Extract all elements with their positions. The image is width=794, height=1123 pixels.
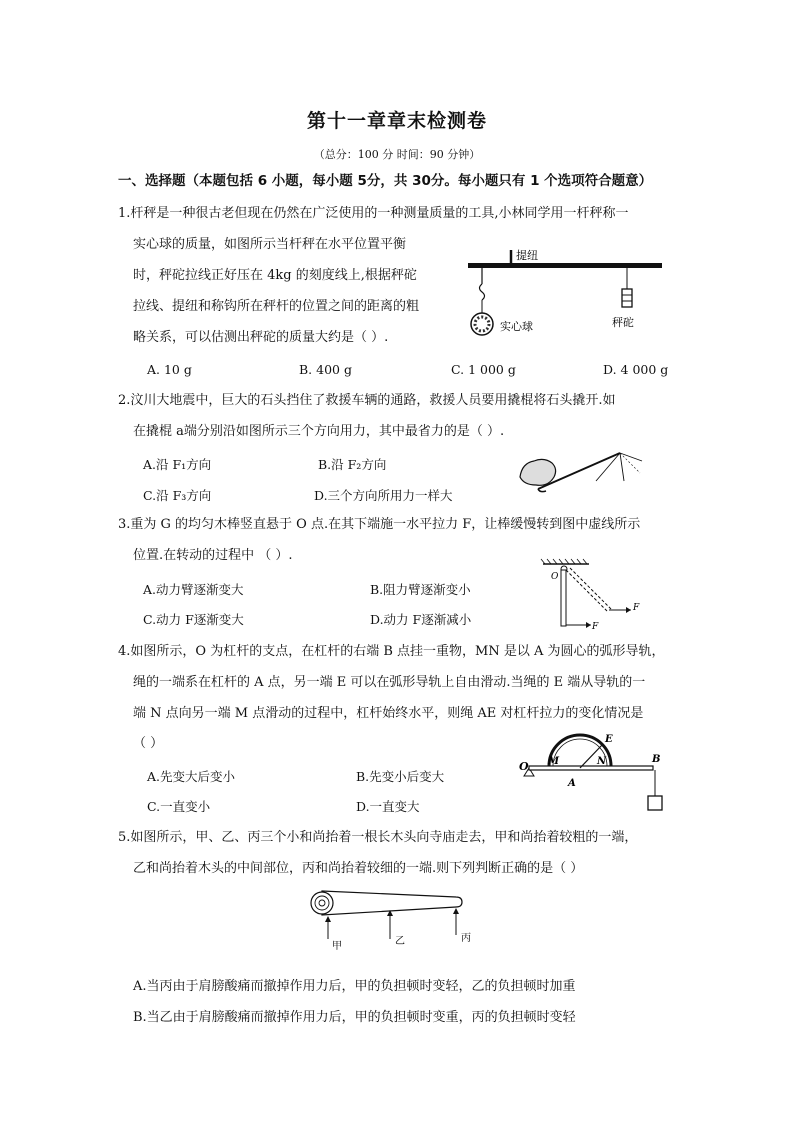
log-end-icon	[311, 892, 333, 914]
question-text-line: 实心球的质量，如图所示当杆秤在水平位置平衡	[133, 237, 407, 252]
option-b: B.沿 F₂方向	[318, 457, 387, 472]
question-text-line: 2.汶川大地震中，巨大的石头挡住了救援车辆的通路，救援人员要用撬棍将石头撬开.如	[118, 393, 616, 408]
option-a: A. 10 g	[147, 362, 192, 377]
rod-icon	[561, 570, 566, 626]
steelyard-beam	[468, 263, 662, 268]
question-text-line: 时，秤砣拉线正好压在 4kg 的刻度线上,根据秤砣	[133, 268, 417, 283]
lever-arc-figure	[517, 728, 669, 818]
arrowhead-icon	[325, 916, 331, 922]
log-figure	[306, 889, 471, 952]
ball-label: 实心球	[500, 320, 533, 333]
option-b: B.当乙由于肩膀酸痛而撤掉作用力后，甲的负担顿时变重，丙的负担顿时变轻	[133, 1010, 576, 1025]
option-b: B.先变小后变大	[356, 769, 445, 784]
arrowhead-icon	[586, 622, 591, 628]
option-d: D.三个方向所用力一样大	[314, 488, 453, 503]
option-c: C.沿 F₃方向	[143, 488, 212, 503]
point-a-label: A	[568, 778, 576, 789]
handle-label: 提纽	[516, 249, 538, 262]
force-f3-arrow	[620, 453, 642, 461]
log-body	[322, 891, 462, 915]
arrowhead-icon	[453, 908, 459, 914]
point-b-label: B	[652, 754, 661, 765]
question-text-line: 位置.在转动的过程中 （ ）.	[133, 548, 293, 563]
option-b: B. 400 g	[299, 362, 352, 377]
steelyard-figure	[462, 244, 668, 344]
pivot-label: O	[551, 572, 559, 582]
option-d: D. 4 000 g	[603, 362, 669, 377]
question-text-line: 在撬棍 a端分别沿如图所示三个方向用力，其中最省力的是（ ）.	[133, 424, 505, 439]
question-text-line: 4.如图所示，O 为杠杆的支点，在杠杆的右端 B 点挂一重物，MN 是以 A 为圆心的弧形导轨，	[118, 644, 665, 659]
option-a: A.先变大后变小	[147, 769, 236, 784]
option-a: A.当丙由于肩膀酸痛而撤掉作用力后，甲的负担顿时变轻，乙的负担顿时加重	[133, 979, 576, 994]
force-f2-arrow	[620, 453, 624, 481]
option-a: A.动力臂逐渐变大	[143, 582, 244, 597]
rotated-rod-outline	[570, 568, 611, 609]
crowbar-figure	[516, 445, 666, 497]
section-heading: 一、选择题（本题包括 6 小题，每小题 5分，共 30分。每小题只有 1 个选项符合题意）	[118, 173, 653, 189]
question-text-line: 拉线、提纽和称钩所在秤杆的位置之间的距离的粗	[133, 299, 420, 314]
arrowhead-icon	[626, 607, 631, 613]
weight-label: 秤砣	[612, 316, 634, 329]
question-text-line: 5.如图所示，甲、乙、丙三个小和尚抬着一根长木头向寺庙走去，甲和尚抬着较粗的一端，	[118, 830, 638, 845]
label-jia: 甲	[332, 941, 342, 952]
page-title: 第十一章章末检测卷	[306, 110, 487, 132]
rod-figure	[535, 558, 655, 632]
option-d: D.一直变大	[356, 799, 420, 814]
hook-icon	[480, 284, 485, 300]
option-b: B.阻力臂逐渐变小	[370, 582, 471, 597]
question-text-line: 1.杆秤是一种很古老但现在仍然在广泛使用的一种测量质量的工具,小林同学用一杆秤称一	[118, 206, 629, 221]
weight-icon	[622, 289, 632, 307]
option-c: C.一直变小	[147, 799, 211, 814]
option-c: C.动力 F逐渐变大	[143, 612, 244, 627]
question-text-line: 乙和尚抬着木头的中间部位，丙和尚抬着较细的一端.则下列判断正确的是（ ）	[133, 861, 584, 876]
rock-icon	[520, 459, 556, 485]
exam-info: （总分：100 分 时间：90 分钟）	[313, 148, 481, 161]
option-c: C. 1 000 g	[451, 362, 516, 377]
point-n-label: N	[597, 756, 607, 767]
question-text-line: 3.重为 G 的均匀木棒竖直悬于 O 点.在其下端施一水平拉力 F，让棒缓慢转到图中虚线所示	[118, 517, 641, 532]
label-yi: 乙	[395, 936, 405, 947]
force-label: F	[592, 622, 599, 632]
label-bing: 丙	[461, 933, 471, 944]
question-text-line: 略关系，可以估测出秤砣的质量大约是（ ）.	[133, 330, 389, 345]
point-o-label: O	[519, 760, 529, 773]
question-text-line: 绳的一端系在杠杆的 A 点，另一端 E 可以在弧形导轨上自由滑动.当绳的 E 端从导轨的一	[133, 675, 646, 690]
point-e-label: E	[605, 734, 613, 745]
question-text-line: 端 N 点向另一端 M 点滑动的过程中，杠杆始终水平，则绳 AE 对杠杆拉力的变化情况是	[133, 706, 644, 721]
weight-block-icon	[648, 796, 662, 810]
option-d: D.动力 F逐渐减小	[370, 612, 472, 627]
option-a: A.沿 F₁方向	[143, 457, 212, 472]
force-guide	[620, 453, 640, 473]
rotated-rod-outline	[566, 570, 607, 611]
question-text-line: （ ）	[133, 736, 164, 751]
point-m-label: M	[548, 756, 560, 767]
force-label: F	[633, 603, 640, 613]
